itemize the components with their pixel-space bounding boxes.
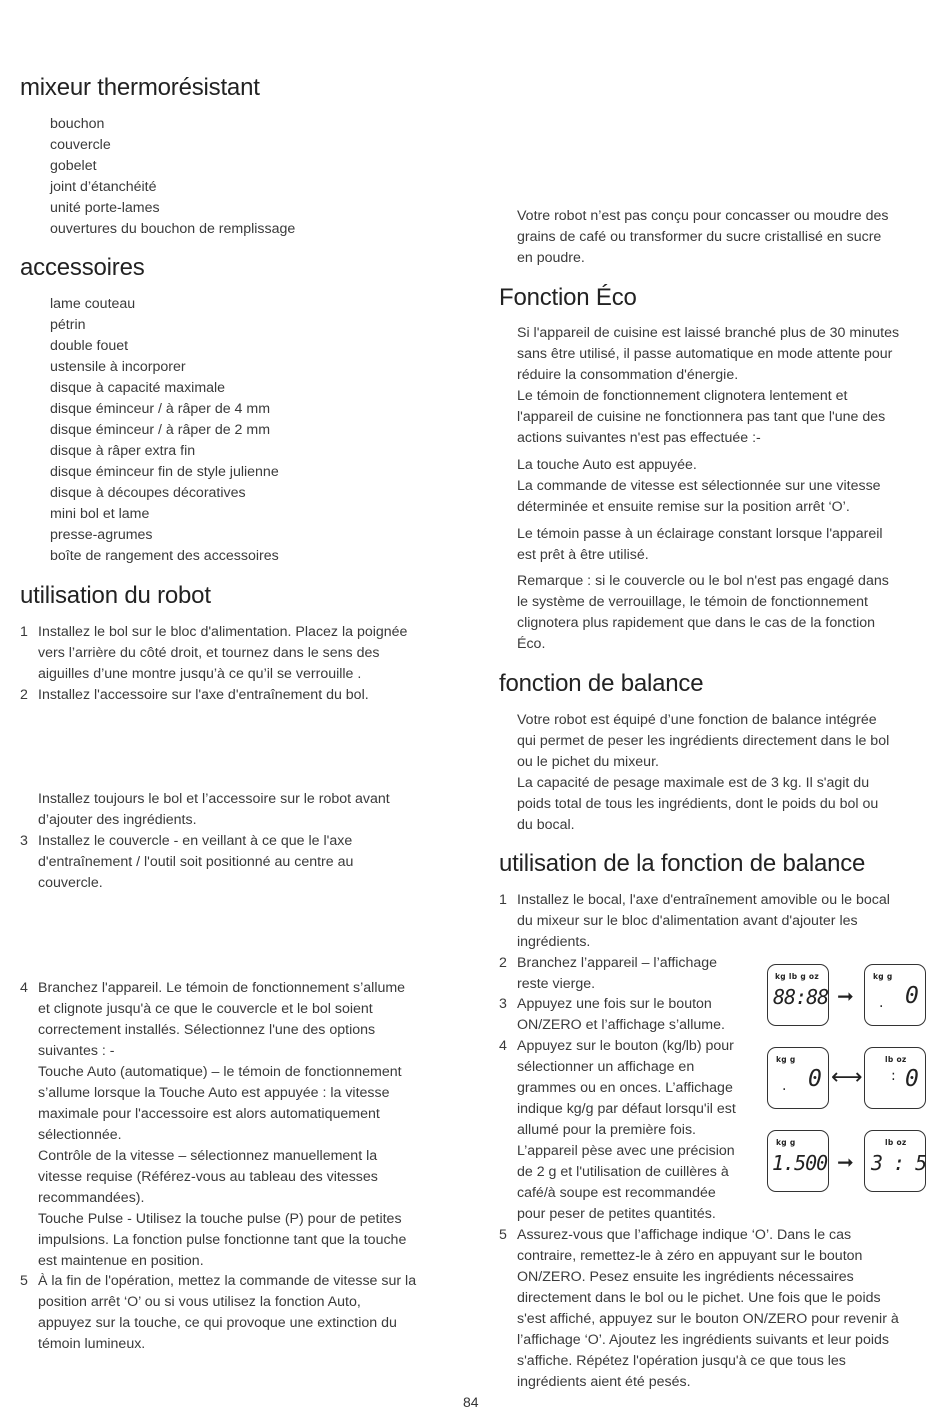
text-line: l’affichage ‘O’. Ajoutez les ingrédients suivants et leur poids bbox=[517, 1332, 889, 1348]
step-number: 1 bbox=[20, 624, 28, 640]
list-item: gobelet bbox=[50, 158, 97, 174]
text-line: ou le pichet du mixeur. bbox=[517, 754, 659, 770]
intro-paragraph bbox=[517, 206, 888, 269]
text-line: À la fin de l'opération, mettez la commande de vitesse sur la bbox=[38, 1273, 417, 1289]
display-unit-labels: kg g bbox=[776, 1138, 796, 1147]
scale-step-5 bbox=[517, 1225, 899, 1393]
display-value: 3 : 5 bbox=[871, 1151, 927, 1175]
text-line: Branchez l’appareil – l’affichage bbox=[517, 955, 718, 971]
step-number: 2 bbox=[20, 687, 28, 703]
list-item: mini bol et lame bbox=[50, 506, 150, 522]
step-number: 3 bbox=[20, 833, 28, 849]
list-item: pétrin bbox=[50, 317, 86, 333]
list-item: double fouet bbox=[50, 338, 129, 354]
text-line: sélectionnée. bbox=[38, 1127, 122, 1143]
text-line: vers l’arrière du côté droit, et tournez dans le sens des bbox=[38, 645, 380, 661]
text-line: L’appareil pèse avec une précision bbox=[517, 1143, 735, 1159]
arrow-right-icon: ➞ bbox=[837, 1150, 854, 1174]
text-line: La capacité de pesage maximale est de 3 kg. Il s'agit du bbox=[517, 775, 870, 791]
usage-note bbox=[38, 789, 390, 831]
arrow-right-icon: ➞ bbox=[837, 984, 854, 1008]
text-line: déterminée et ensuite remise sur la position arrêt ‘O’. bbox=[517, 499, 850, 515]
text-line: directement dans le bol ou le pichet. Une fois que le poids bbox=[517, 1290, 881, 1306]
text-line: est maintenue en position. bbox=[38, 1253, 204, 1269]
step-number: 4 bbox=[499, 1038, 507, 1054]
list-item: disque éminceur / à râper de 2 mm bbox=[50, 422, 271, 438]
text-line: est prêt à être utilisé. bbox=[517, 547, 649, 563]
text-line: contraire, remettez-le à zéro en appuyant sur le bouton bbox=[517, 1248, 863, 1264]
list-item: disque à râper extra fin bbox=[50, 443, 196, 459]
section-heading-scale: fonction de balance bbox=[499, 670, 704, 697]
text-line: Touche Pulse - Utilisez la touche pulse (P) pour de petites bbox=[38, 1211, 402, 1227]
section-heading-eco: Fonction Éco bbox=[499, 284, 637, 311]
text-line: allumé pour la première fois. bbox=[517, 1122, 696, 1138]
section-heading-mixer: mixeur thermorésistant bbox=[20, 74, 260, 101]
display-unit-labels: lb oz bbox=[885, 1055, 907, 1064]
scale-display-1500g bbox=[767, 1130, 829, 1192]
list-item: unité porte-lames bbox=[50, 200, 160, 216]
eco-paragraph-3 bbox=[517, 524, 883, 566]
text-line: clignotera plus rapidement que dans le cas de la fonction bbox=[517, 615, 876, 631]
page-number: 84 bbox=[463, 1394, 479, 1410]
usage-step-1 bbox=[38, 622, 407, 685]
text-line: Assurez-vous que l’affichage indique ‘O’. Dans le cas bbox=[517, 1227, 852, 1243]
list-item: disque éminceur / à râper de 4 mm bbox=[50, 401, 271, 417]
mixer-parts-list bbox=[50, 114, 295, 240]
text-line: café/à soupe est recommandée bbox=[517, 1185, 716, 1201]
text-line: du bocal. bbox=[517, 817, 575, 833]
text-line: d'entraînement / l'outil soit positionné au centre au bbox=[38, 854, 354, 870]
text-line: grammes ou en onces. L’affichage bbox=[517, 1080, 733, 1096]
display-unit-labels: lb oz bbox=[885, 1138, 907, 1147]
text-line: Appuyez sur le bouton (kg/lb) pour bbox=[517, 1038, 734, 1054]
scale-step-4 bbox=[517, 1036, 736, 1225]
text-line: en poudre. bbox=[517, 250, 585, 266]
text-line: sans être utilisé, il passe automatique en mode attente pour bbox=[517, 346, 893, 362]
list-item: disque à capacité maximale bbox=[50, 380, 226, 396]
usage-step-3 bbox=[38, 831, 353, 894]
text-line: du mixeur sur le bloc d'alimentation avant d'ajouter les bbox=[517, 913, 858, 929]
text-line: ingrédients aient été pesés. bbox=[517, 1374, 691, 1390]
text-line: impulsions. La fonction pulse fonctionne tant que la touche bbox=[38, 1232, 407, 1248]
text-line: Appuyez une fois sur le bouton bbox=[517, 996, 712, 1012]
text-line: témoin lumineux. bbox=[38, 1336, 146, 1352]
text-line: ON/ZERO. Pesez ensuite les ingrédients nécessaires bbox=[517, 1269, 854, 1285]
display-unit-labels: kg g bbox=[873, 972, 893, 981]
text-line: l'appareil de cuisine ne fonctionnera pas tant que l'une des bbox=[517, 409, 886, 425]
text-line: Installez le bocal, l'axe d'entraînement amovible ou le bocal bbox=[517, 892, 890, 908]
section-heading-accessories: accessoires bbox=[20, 254, 145, 281]
text-line: pour peser de petites quantités. bbox=[517, 1206, 716, 1222]
text-line: s'affiche. Répétez l'opération jusqu'à ce que tous les bbox=[517, 1353, 846, 1369]
text-line: Branchez l'appareil. Le témoin de fonctionnement s’allume bbox=[38, 980, 406, 996]
list-item: disque à découpes décoratives bbox=[50, 485, 246, 501]
eco-paragraph-4 bbox=[517, 571, 889, 655]
step-number: 3 bbox=[499, 996, 507, 1012]
text-line: Éco. bbox=[517, 636, 546, 652]
usage-step-4 bbox=[38, 978, 406, 1272]
text-line: correctement installés. Sélectionnez l'une des options bbox=[38, 1022, 376, 1038]
display-value: 0 bbox=[905, 1066, 918, 1092]
list-item: ustensile à incorporer bbox=[50, 359, 186, 375]
text-line: poids total de tous les ingrédients, dont le poids du bol ou bbox=[517, 796, 879, 812]
list-item: ouvertures du bouchon de remplissage bbox=[50, 221, 296, 237]
text-line: Contrôle de la vitesse – sélectionnez manuellement la bbox=[38, 1148, 378, 1164]
text-line: ON/ZERO et l’affichage s’allume. bbox=[517, 1017, 725, 1033]
text-line: de 2 g et l'utilisation de cuillères à bbox=[517, 1164, 729, 1180]
list-item: bouchon bbox=[50, 116, 105, 132]
text-line: Le témoin de fonctionnement clignotera lentement et bbox=[517, 388, 848, 404]
accessories-list bbox=[50, 294, 279, 567]
list-item: boîte de rangement des accessoires bbox=[50, 548, 279, 564]
text-line: Si l'appareil de cuisine est laissé branché plus de 30 minutes bbox=[517, 325, 900, 341]
display-value: 0 bbox=[905, 983, 918, 1009]
text-line: La touche Auto est appuyée. bbox=[517, 457, 697, 473]
scale-step-3 bbox=[517, 994, 725, 1036]
step-number: 5 bbox=[20, 1273, 28, 1289]
text-line: reste vierge. bbox=[517, 976, 596, 992]
text-line: s'est affiché, appuyez sur le bouton ON/ZERO pour revenir à bbox=[517, 1311, 899, 1327]
text-line: sélectionner un affichage en bbox=[517, 1059, 695, 1075]
scale-display-g: kg g . 0 bbox=[767, 1047, 829, 1109]
text-line: réduire la consommation d'énergie. bbox=[517, 367, 739, 383]
text-line: aiguilles d’une montre jusqu’à ce qu’il se verrouille . bbox=[38, 666, 362, 682]
step-number: 4 bbox=[20, 980, 28, 996]
text-line: recommandées). bbox=[38, 1190, 145, 1206]
text-line: Votre robot n’est pas conçu pour concasser ou moudre des bbox=[517, 208, 889, 224]
list-item: presse-agrumes bbox=[50, 527, 153, 543]
text-line: grains de café ou transformer du sucre cristallisé en sucre bbox=[517, 229, 882, 245]
text-line: Le témoin passe à un éclairage constant lorsque l'appareil bbox=[517, 526, 883, 542]
text-line: le système de verrouillage, le témoin de fonctionnement bbox=[517, 594, 868, 610]
display-unit-labels: kg lb g oz bbox=[775, 972, 820, 981]
text-line: Votre robot est équipé d’une fonction de balance intégrée bbox=[517, 712, 877, 728]
text-line: ingrédients. bbox=[517, 934, 591, 950]
section-heading-usage: utilisation du robot bbox=[20, 582, 211, 609]
text-line: indique kg/g par défaut lorsqu'il est bbox=[517, 1101, 736, 1117]
step-number: 2 bbox=[499, 955, 507, 971]
scale-display-zero-g: kg g . 0 bbox=[864, 964, 926, 1026]
text-line: vitesse requise (Référez-vous au tableau des vitesses bbox=[38, 1169, 378, 1185]
text-line: Installez le bol sur le bloc d'alimentation. Placez la poignée bbox=[38, 624, 408, 640]
text-line: Installez toujours le bol et l’accessoire sur le robot avant bbox=[38, 791, 390, 807]
list-item: disque éminceur fin de style julienne bbox=[50, 464, 279, 480]
arrow-both-icon: ⟷ bbox=[831, 1065, 863, 1090]
scale-display-oz: lb oz : 0 bbox=[864, 1047, 926, 1109]
text-line: maximale pour l'accessoire est alors automatiquement bbox=[38, 1106, 380, 1122]
eco-paragraph-2 bbox=[517, 455, 881, 518]
text-line: position arrêt ‘O’ ou si vous utilisez la fonction Auto, bbox=[38, 1294, 361, 1310]
step-number: 1 bbox=[499, 892, 507, 908]
text-line: qui permet de peser les ingrédients directement dans le bol bbox=[517, 733, 890, 749]
text-line: Installez le couvercle - en veillant à ce que le l'axe bbox=[38, 833, 353, 849]
scale-step-1 bbox=[517, 890, 890, 953]
text-line: La commande de vitesse est sélectionnée sur une vitesse bbox=[517, 478, 881, 494]
display-unit-labels: kg g bbox=[776, 1055, 796, 1064]
scale-step-2 bbox=[517, 953, 717, 995]
text-line: appuyez sur la touche, ce qui provoque une extinction du bbox=[38, 1315, 397, 1331]
text-line: Touche Auto (automatique) – le témoin de fonctionnement bbox=[38, 1064, 402, 1080]
step-number: 5 bbox=[499, 1227, 507, 1243]
display-value: 88:88 bbox=[773, 985, 829, 1009]
text-line: s’allume lorsque la Touche Auto est appuyée : la vitesse bbox=[38, 1085, 390, 1101]
list-item: couvercle bbox=[50, 137, 111, 153]
list-item: joint d’étanchéité bbox=[50, 179, 157, 195]
display-value: 1.500 bbox=[772, 1151, 828, 1175]
text-line: et clignote jusqu'à ce que le couvercle et le bol soient bbox=[38, 1001, 373, 1017]
text-line: suivantes : - bbox=[38, 1043, 115, 1059]
scale-display-lb-oz bbox=[864, 1130, 926, 1192]
scale-display-blank bbox=[767, 964, 829, 1026]
usage-step-2: Installez l'accessoire sur l'axe d'entraînement du bol. bbox=[38, 687, 369, 703]
text-line: couvercle. bbox=[38, 875, 103, 891]
text-line: Remarque : si le couvercle ou le bol n'est pas engagé dans bbox=[517, 573, 889, 589]
section-heading-scale-usage: utilisation de la fonction de balance bbox=[499, 850, 866, 877]
list-item: lame couteau bbox=[50, 296, 136, 312]
usage-step-5 bbox=[38, 1271, 416, 1355]
text-line: actions suivantes n'est pas effectuée :- bbox=[517, 430, 761, 446]
eco-paragraph-1 bbox=[517, 323, 899, 449]
display-value: 0 bbox=[808, 1066, 821, 1092]
scale-paragraph bbox=[517, 710, 889, 836]
text-line: d’ajouter des ingrédients. bbox=[38, 812, 197, 828]
